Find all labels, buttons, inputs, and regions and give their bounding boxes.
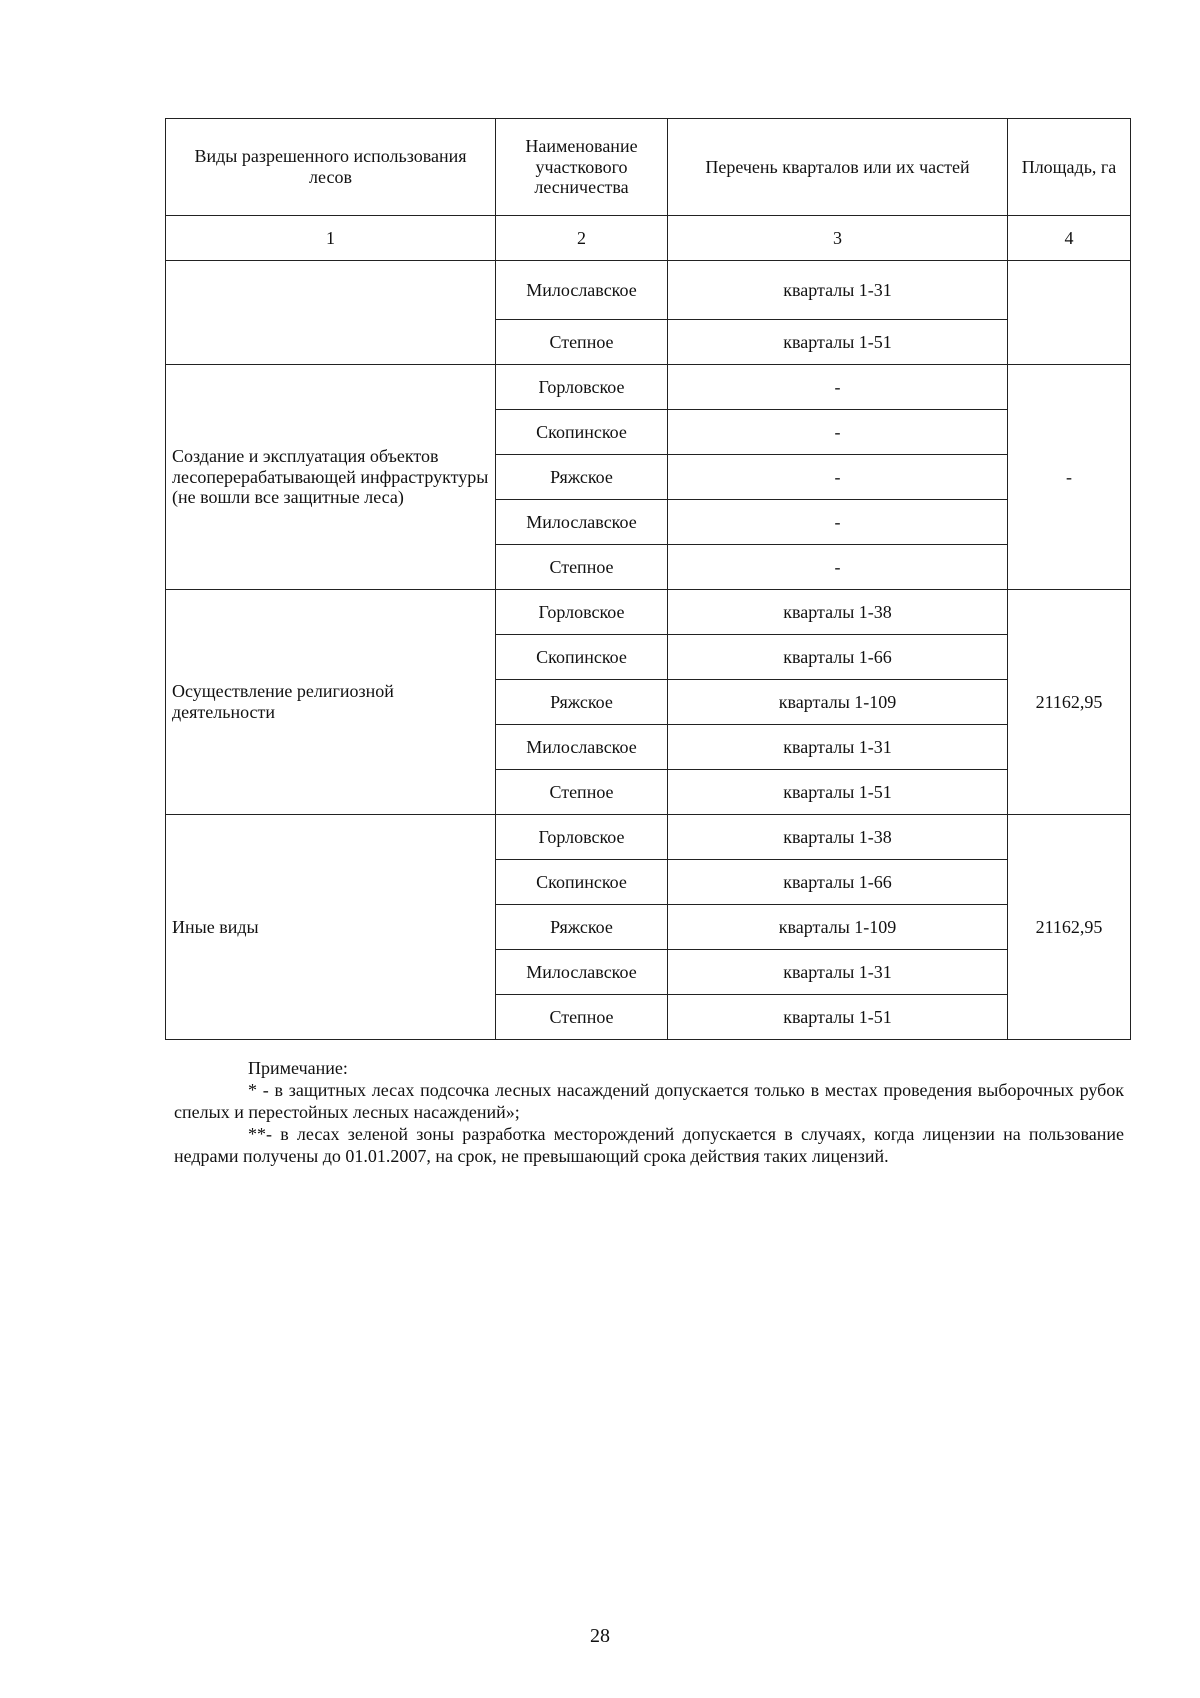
forestry-cell: Милославское <box>496 500 668 545</box>
table-row <box>166 590 1131 635</box>
forestry-cell: Ряжское <box>496 905 668 950</box>
forestry-cell: Скопинское <box>496 860 668 905</box>
area-cell: 21162,95 <box>1008 815 1131 1040</box>
forestry-cell: Горловское <box>496 365 668 410</box>
quarters-cell: кварталы 1-51 <box>668 320 1008 365</box>
table-header-row <box>166 119 1131 216</box>
header-quarters-list: Перечень кварталов или их частей <box>668 119 1008 216</box>
quarters-cell: кварталы 1-51 <box>668 995 1008 1040</box>
quarters-cell: - <box>668 410 1008 455</box>
forestry-cell: Степное <box>496 995 668 1040</box>
quarters-cell: кварталы 1-31 <box>668 261 1008 320</box>
column-number: 2 <box>496 216 668 261</box>
quarters-cell: - <box>668 455 1008 500</box>
forestry-cell: Ряжское <box>496 680 668 725</box>
forestry-cell: Ряжское <box>496 455 668 500</box>
quarters-cell: кварталы 1-38 <box>668 590 1008 635</box>
quarters-cell: - <box>668 500 1008 545</box>
forestry-cell: Скопинское <box>496 635 668 680</box>
column-number: 4 <box>1008 216 1131 261</box>
quarters-cell: кварталы 1-51 <box>668 770 1008 815</box>
table-row <box>166 365 1131 410</box>
forestry-cell: Милославское <box>496 261 668 320</box>
header-forestry-name: Наименование участкового лесничества <box>496 119 668 216</box>
area-cell <box>1008 261 1131 365</box>
quarters-cell: кварталы 1-66 <box>668 635 1008 680</box>
header-use-type: Виды разрешенного использования лесов <box>166 119 496 216</box>
forestry-cell: Горловское <box>496 590 668 635</box>
forestry-cell: Степное <box>496 770 668 815</box>
quarters-cell: кварталы 1-109 <box>668 680 1008 725</box>
quarters-cell: - <box>668 545 1008 590</box>
area-cell: - <box>1008 365 1131 590</box>
use-type-cell: Осуществление религиозной деятельности <box>166 590 496 815</box>
note-item: **- в лесах зеленой зоны разработка месторождений допускается в случаях, когда лицензии на пользование недрами получены до 01.01.2007, на срок, не превышающий срока действия таких лицензий. <box>174 1124 1124 1166</box>
column-number: 1 <box>166 216 496 261</box>
note-section <box>174 1057 1124 1167</box>
forestry-cell: Милославское <box>496 725 668 770</box>
forestry-cell: Милославское <box>496 950 668 995</box>
forest-use-table <box>165 118 1131 1040</box>
forestry-cell: Степное <box>496 320 668 365</box>
column-number-row <box>166 216 1131 261</box>
column-number: 3 <box>668 216 1008 261</box>
note-item: * - в защитных лесах подсочка лесных насаждений допускается только в местах проведения выборочных рубок спелых и перестойных лесных насаждений»; <box>174 1080 1124 1122</box>
quarters-cell: кварталы 1-31 <box>668 725 1008 770</box>
page-number: 28 <box>590 1625 610 1647</box>
table-row <box>166 261 1131 320</box>
header-area: Площадь, га <box>1008 119 1131 216</box>
area-cell: 21162,95 <box>1008 590 1131 815</box>
use-type-cell: Создание и эксплуатация объектов лесоперерабатывающей инфраструктуры (не вошли все защитные леса) <box>166 365 496 590</box>
quarters-cell: кварталы 1-109 <box>668 905 1008 950</box>
quarters-cell: кварталы 1-31 <box>668 950 1008 995</box>
forestry-cell: Скопинское <box>496 410 668 455</box>
forestry-cell: Горловское <box>496 815 668 860</box>
quarters-cell: кварталы 1-66 <box>668 860 1008 905</box>
use-type-cell: Иные виды <box>166 815 496 1040</box>
quarters-cell: кварталы 1-38 <box>668 815 1008 860</box>
forestry-cell: Степное <box>496 545 668 590</box>
table-row <box>166 815 1131 860</box>
use-type-cell <box>166 261 496 365</box>
quarters-cell: - <box>668 365 1008 410</box>
note-title: Примечание: <box>248 1058 348 1078</box>
